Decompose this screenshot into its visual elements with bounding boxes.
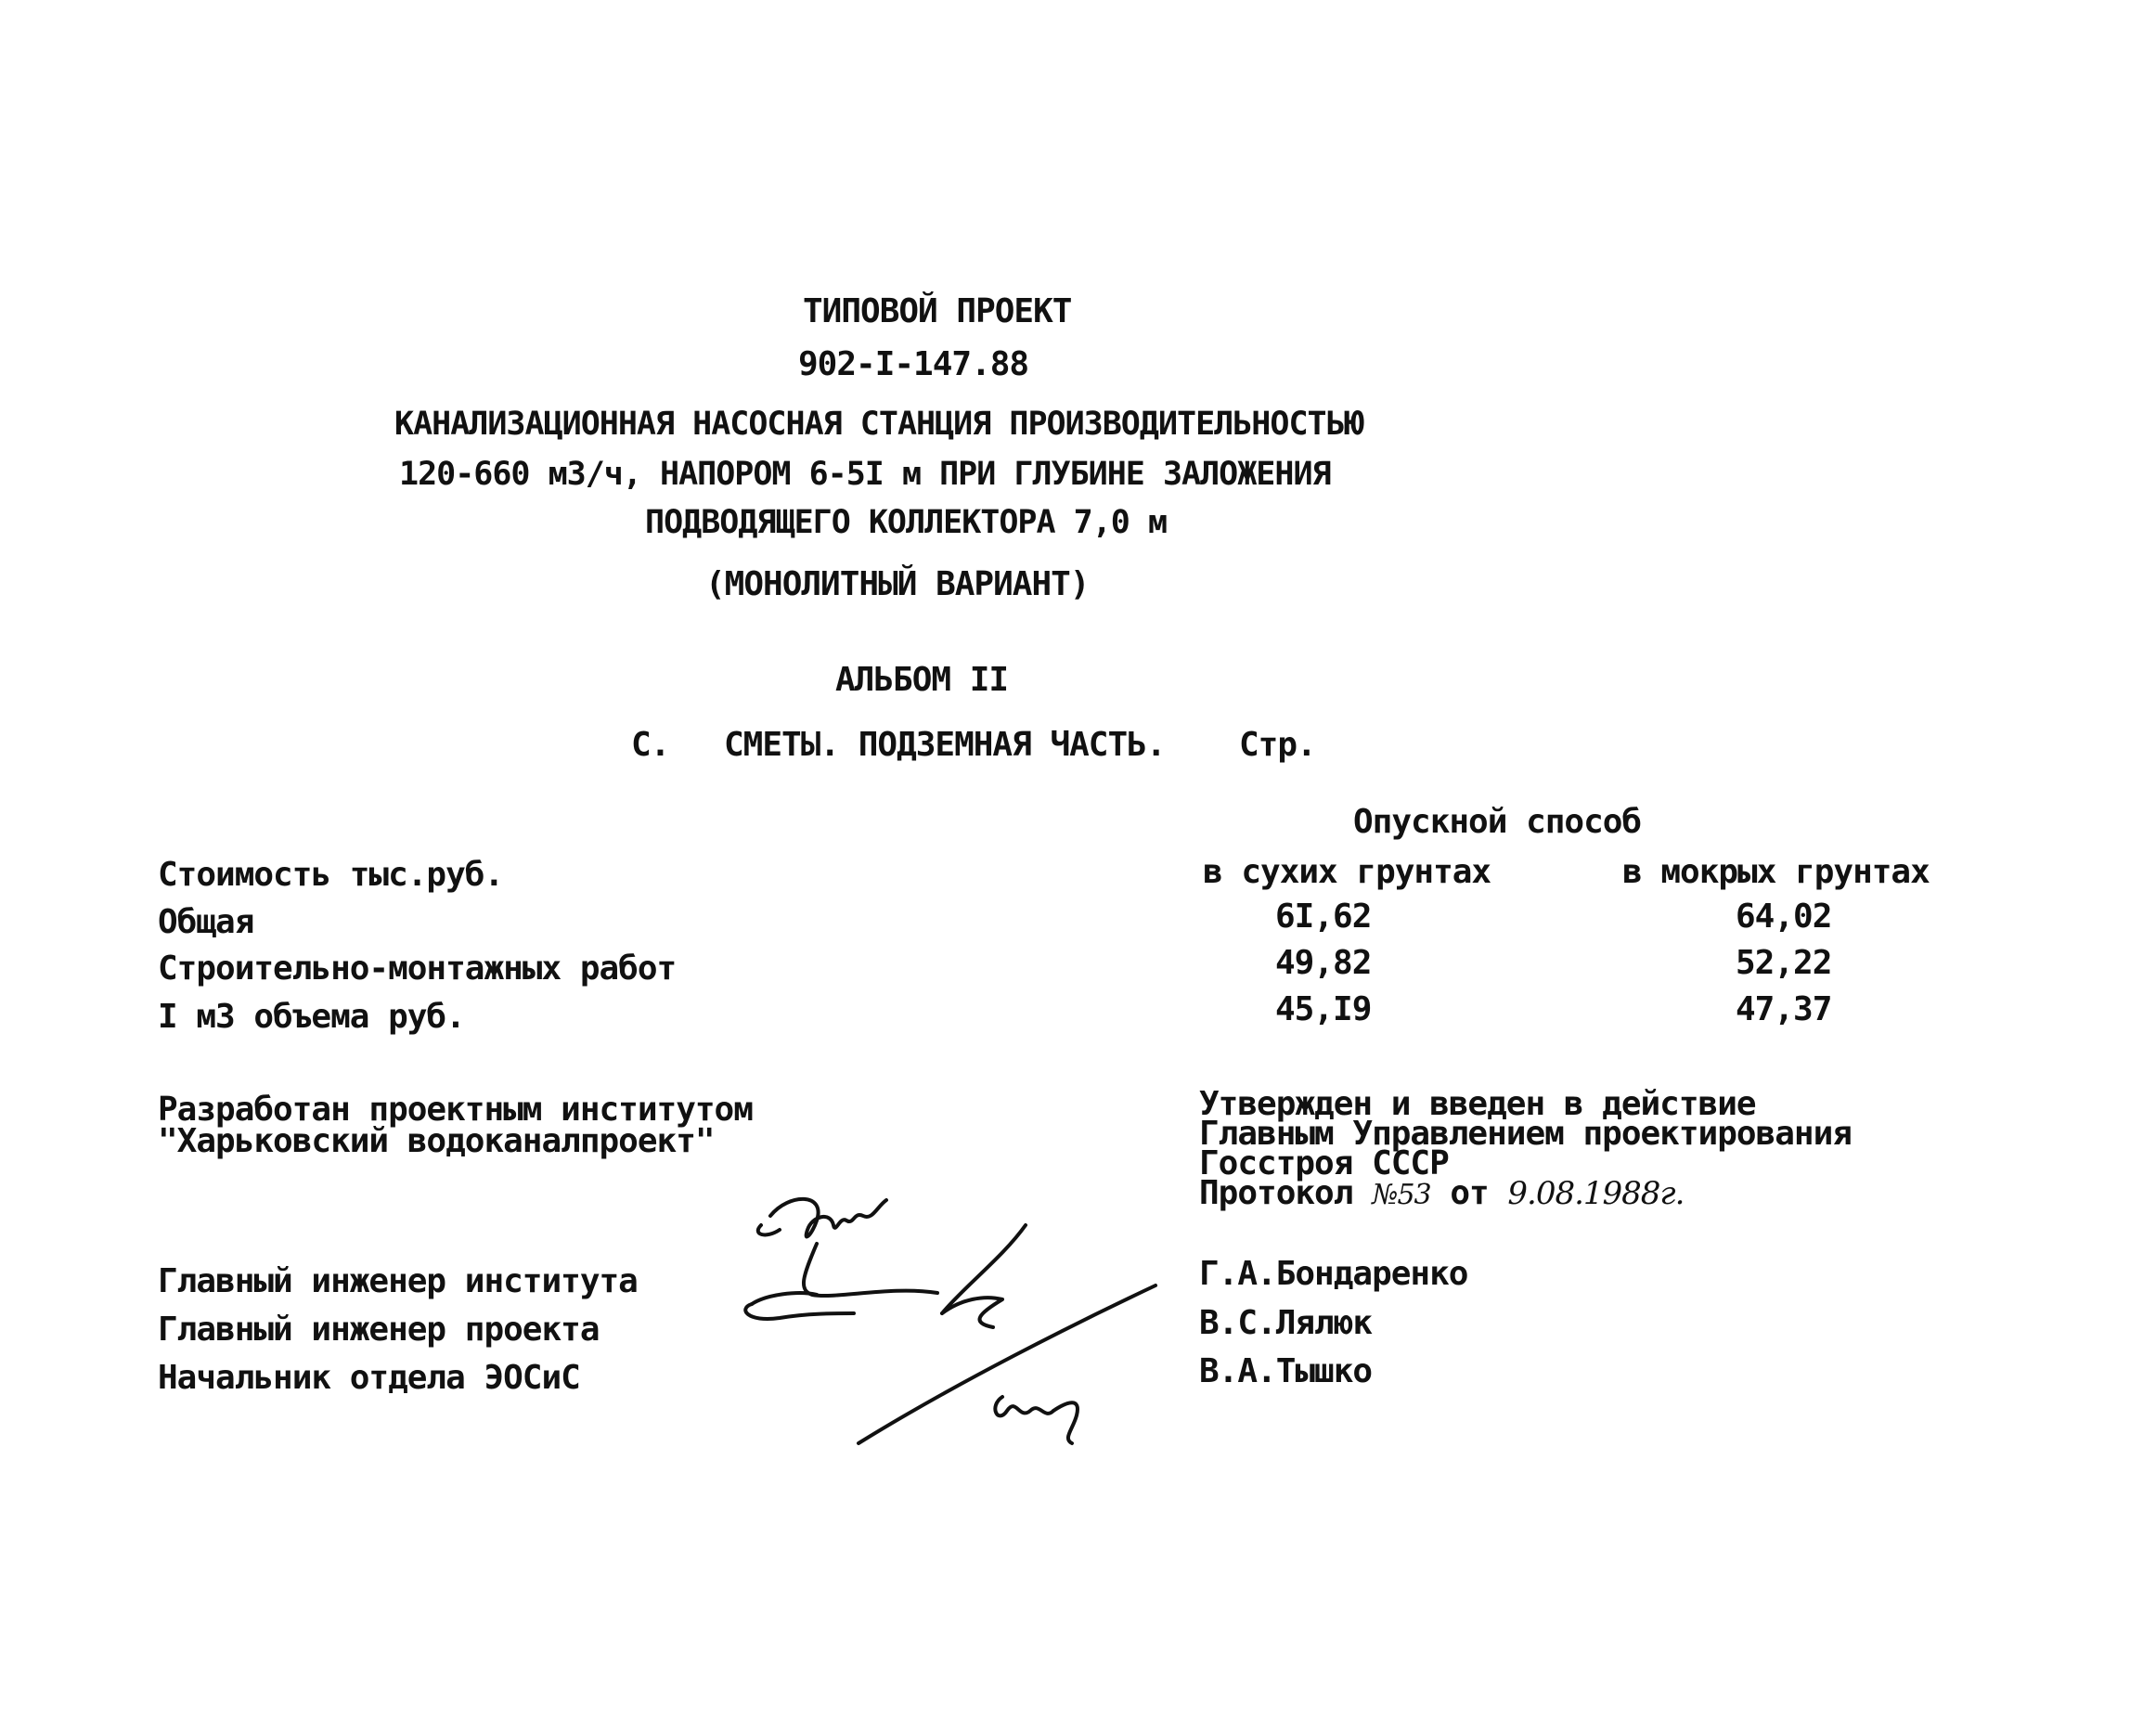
cost-row-label: I м3 объема руб. <box>158 998 465 1036</box>
cost-row-dry-value: 45,I9 <box>1275 990 1372 1028</box>
developer-line-1: Разработан проектным институтом <box>158 1091 753 1129</box>
developer-line-2: "Харьковский водоканалпроект" <box>158 1122 715 1160</box>
protocol-date: 9.08.1988г. <box>1507 1175 1685 1212</box>
approval-line-2: Главным Управлением проектирования <box>1199 1115 1852 1153</box>
protocol-prefix: Протокол <box>1199 1174 1353 1212</box>
project-type-title: ТИПОВОЙ ПРОЕКТ <box>803 292 1072 330</box>
approval-line-3: Госстроя СССР <box>1199 1144 1449 1182</box>
cost-row-wet-value: 52,22 <box>1736 944 1832 982</box>
section-letter: С. <box>631 726 670 764</box>
wet-soil-header: в мокрых грунтах <box>1622 853 1930 891</box>
signatory-role: Главный инженер института <box>158 1262 638 1300</box>
cost-row-label: Общая <box>158 903 254 941</box>
album-title: АЛЬБОМ II <box>835 661 1009 699</box>
signatory-name: В.С.Лялюк <box>1199 1304 1373 1342</box>
project-description-line-2: 120-660 м3/ч, НАПОРОМ 6-5I м ПРИ ГЛУБИНЕ ЗАЛОЖЕНИЯ <box>399 456 1331 493</box>
cost-row-dry-value: 6I,62 <box>1275 898 1372 936</box>
section-name: СМЕТЫ. ПОДЗЕМНАЯ ЧАСТЬ. <box>724 726 1166 764</box>
cost-row-label: Строительно-монтажных работ <box>158 949 677 988</box>
cost-row-wet-value: 47,37 <box>1736 990 1832 1028</box>
dry-soil-header: в сухих грунтах <box>1203 853 1491 891</box>
project-description-line-1: КАНАЛИЗАЦИОННАЯ НАСОСНАЯ СТАНЦИЯ ПРОИЗВОДИТЕЛЬНОСТЬЮ <box>394 406 1363 443</box>
project-number: 902-I-147.88 <box>798 345 1029 383</box>
protocol-number: №53 <box>1372 1179 1431 1211</box>
cost-row-dry-value: 49,82 <box>1275 944 1372 982</box>
signatory-role: Начальник отдела ЭОСиС <box>158 1359 580 1397</box>
handwritten-signatures <box>724 1174 1169 1453</box>
project-description-line-3: ПОДВОДЯЩЕГО КОЛЛЕКТОРА 7,0 м <box>645 504 1168 541</box>
protocol-from: от <box>1450 1174 1489 1212</box>
method-title: Опускной способ <box>1353 803 1642 841</box>
project-variant: (МОНОЛИТНЫЙ ВАРИАНТ) <box>705 565 1090 603</box>
signatory-name: В.А.Тышко <box>1199 1352 1373 1390</box>
approval-protocol-line <box>1199 1174 1685 1212</box>
signatory-name: Г.А.Бондаренко <box>1199 1255 1468 1293</box>
cost-label-header: Стоимость тыс.руб. <box>158 856 504 894</box>
cost-row-wet-value: 64,02 <box>1736 898 1832 936</box>
section-page-label: Стр. <box>1239 726 1316 764</box>
approval-line-1: Утвержден и введен в действие <box>1199 1085 1756 1123</box>
signatory-role: Главный инженер проекта <box>158 1311 600 1349</box>
